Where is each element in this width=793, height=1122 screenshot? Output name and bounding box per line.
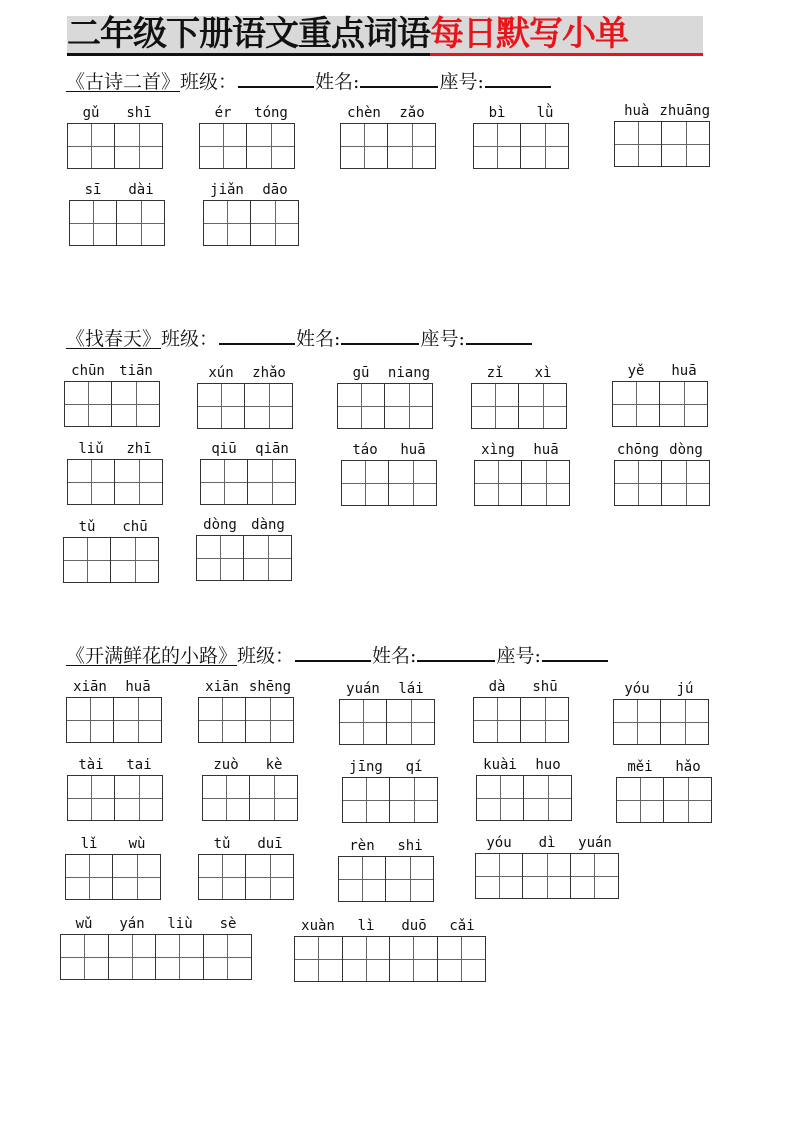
tianzige-cell[interactable]	[571, 854, 618, 898]
dictation-word	[200, 441, 296, 507]
name-label: 姓名:	[372, 645, 417, 667]
pinyin-label	[473, 679, 569, 695]
pinyin-syllable: huo	[535, 757, 561, 773]
title-main: 二年级下册语文重点词语	[67, 14, 430, 54]
tianzige-cell[interactable]	[343, 937, 391, 981]
class-field[interactable]	[295, 642, 371, 662]
pinyin-syllable: tài	[78, 757, 104, 773]
tianzige-cell[interactable]	[117, 201, 164, 245]
seat-label: 座号:	[439, 71, 484, 93]
pinyin-syllable: jú	[676, 681, 694, 697]
writing-grid	[476, 775, 572, 821]
pinyin-syllable: duī	[257, 836, 283, 852]
dictation-word	[473, 679, 569, 745]
pinyin-label	[69, 182, 165, 198]
pinyin-label	[339, 681, 435, 697]
pinyin-syllable: yě	[627, 363, 645, 379]
pinyin-label	[65, 836, 161, 852]
pinyin-label	[342, 759, 438, 775]
tianzige-cell[interactable]	[343, 778, 390, 822]
pinyin-syllable: dòng	[203, 517, 237, 533]
dictation-word	[66, 679, 162, 745]
lesson-title: 《找春天》	[66, 328, 162, 350]
pinyin-label	[612, 363, 708, 379]
pinyin-syllable: cǎi	[449, 918, 475, 934]
pinyin-label	[67, 441, 163, 457]
tianzige-cell[interactable]	[615, 122, 662, 166]
dictation-word	[473, 105, 569, 171]
section-heading-3	[66, 642, 609, 668]
pinyin-syllable: huà	[624, 103, 650, 119]
pinyin-syllable: shi	[397, 838, 423, 854]
pinyin-label	[475, 835, 619, 851]
pinyin-syllable: chū	[122, 519, 148, 535]
tianzige-cell[interactable]	[246, 698, 293, 742]
tianzige-cell[interactable]	[617, 778, 664, 822]
dictation-word	[69, 182, 165, 248]
pinyin-label	[341, 442, 437, 458]
name-label: 姓名:	[315, 71, 360, 93]
pinyin-syllable: chèn	[347, 105, 381, 121]
dictation-word	[63, 519, 159, 585]
tianzige-cell[interactable]	[198, 384, 245, 428]
tianzige-cell[interactable]	[474, 124, 521, 168]
pinyin-syllable: qí	[405, 759, 423, 775]
seat-label: 座号:	[420, 328, 465, 350]
writing-grid	[340, 123, 436, 169]
dictation-word	[67, 105, 163, 171]
writing-grid	[202, 775, 298, 821]
worksheet-title	[67, 16, 703, 56]
pinyin-syllable: lǜ	[536, 105, 554, 121]
tianzige-cell[interactable]	[390, 778, 437, 822]
tianzige-cell[interactable]	[115, 460, 162, 504]
pinyin-syllable: xiān	[205, 679, 239, 695]
pinyin-syllable: zǐ	[486, 365, 504, 381]
dictation-word	[476, 757, 572, 823]
writing-grid	[64, 381, 160, 427]
writing-grid	[196, 535, 292, 581]
pinyin-label	[198, 679, 294, 695]
pinyin-syllable: táo	[352, 442, 378, 458]
tianzige-cell[interactable]	[65, 382, 112, 426]
tianzige-cell[interactable]	[521, 124, 568, 168]
pinyin-syllable: rèn	[349, 838, 375, 854]
dictation-word	[613, 681, 709, 747]
writing-grid	[338, 856, 434, 902]
writing-grid	[198, 854, 294, 900]
pinyin-syllable: tiān	[119, 363, 153, 379]
dictation-word	[199, 105, 295, 171]
pinyin-syllable: qiū	[211, 441, 237, 457]
pinyin-syllable: xiān	[73, 679, 107, 695]
seat-field[interactable]	[485, 68, 551, 88]
tianzige-cell[interactable]	[61, 935, 109, 979]
pinyin-label	[616, 759, 712, 775]
pinyin-label	[197, 365, 293, 381]
writing-grid	[67, 775, 163, 821]
tianzige-cell[interactable]	[251, 201, 298, 245]
pinyin-label	[67, 105, 163, 121]
seat-field[interactable]	[466, 325, 532, 345]
tianzige-cell[interactable]	[68, 776, 115, 820]
writing-grid	[616, 777, 712, 823]
pinyin-syllable: yóu	[624, 681, 650, 697]
tianzige-cell[interactable]	[474, 698, 521, 742]
writing-grid	[471, 383, 567, 429]
tianzige-cell[interactable]	[197, 536, 244, 580]
writing-grid	[63, 537, 159, 583]
pinyin-label	[471, 365, 567, 381]
tianzige-cell[interactable]	[338, 384, 385, 428]
dictation-word	[612, 363, 708, 429]
tianzige-cell[interactable]	[524, 776, 571, 820]
pinyin-syllable: lái	[398, 681, 424, 697]
lesson-title: 《开满鲜花的小路》	[66, 645, 238, 667]
dictation-word	[64, 363, 160, 429]
writing-grid	[473, 697, 569, 743]
dictation-word	[67, 757, 163, 823]
tianzige-cell[interactable]	[68, 460, 115, 504]
pinyin-label	[203, 182, 299, 198]
seat-label: 座号:	[496, 645, 541, 667]
pinyin-syllable: tai	[126, 757, 152, 773]
tianzige-cell[interactable]	[244, 536, 291, 580]
pinyin-syllable: yóu	[486, 835, 512, 851]
writing-grid	[199, 123, 295, 169]
pinyin-syllable: yuán	[578, 835, 612, 851]
tianzige-cell[interactable]	[477, 776, 524, 820]
pinyin-label	[60, 916, 252, 932]
dictation-word	[202, 757, 298, 823]
tianzige-cell[interactable]	[389, 461, 436, 505]
pinyin-syllable: dì	[538, 835, 556, 851]
tianzige-cell[interactable]	[339, 857, 386, 901]
tianzige-cell[interactable]	[660, 382, 707, 426]
dictation-word	[614, 103, 710, 169]
pinyin-syllable: zhī	[126, 441, 152, 457]
tianzige-cell[interactable]	[247, 124, 294, 168]
pinyin-syllable: chūn	[71, 363, 105, 379]
tianzige-cell[interactable]	[476, 854, 523, 898]
title-highlight: 每日默写小单	[430, 15, 703, 56]
pinyin-syllable: duō	[401, 918, 427, 934]
pinyin-label	[337, 365, 433, 381]
pinyin-syllable: sè	[219, 916, 237, 932]
dictation-word	[342, 759, 438, 825]
pinyin-syllable: jiǎn	[210, 182, 244, 198]
tianzige-cell[interactable]	[662, 461, 709, 505]
pinyin-syllable: xì	[534, 365, 552, 381]
pinyin-label	[196, 517, 292, 533]
tianzige-cell[interactable]	[438, 937, 485, 981]
pinyin-syllable: wù	[128, 836, 146, 852]
tianzige-cell[interactable]	[245, 384, 292, 428]
writing-grid	[60, 934, 252, 980]
writing-grid	[614, 121, 710, 167]
dictation-word	[338, 838, 434, 904]
pinyin-syllable: bì	[488, 105, 506, 121]
tianzige-cell[interactable]	[386, 857, 433, 901]
pinyin-syllable: lǐ	[80, 836, 98, 852]
pinyin-syllable: tǔ	[78, 519, 96, 535]
pinyin-syllable: wǔ	[75, 916, 93, 932]
pinyin-syllable: ér	[214, 105, 232, 121]
tianzige-cell[interactable]	[111, 538, 158, 582]
writing-grid	[197, 383, 293, 429]
pinyin-syllable: dāo	[262, 182, 288, 198]
pinyin-syllable: huā	[533, 442, 559, 458]
tianzige-cell[interactable]	[615, 461, 662, 505]
dictation-word	[474, 442, 570, 508]
writing-grid	[612, 381, 708, 427]
pinyin-label	[63, 519, 159, 535]
pinyin-syllable: dàng	[251, 517, 285, 533]
writing-grid	[341, 460, 437, 506]
pinyin-label	[614, 442, 710, 458]
tianzige-cell[interactable]	[66, 855, 113, 899]
pinyin-syllable: gǔ	[82, 105, 100, 121]
dictation-word	[475, 835, 619, 901]
writing-grid	[200, 459, 296, 505]
tianzige-cell[interactable]	[246, 855, 293, 899]
pinyin-syllable: zuò	[213, 757, 239, 773]
tianzige-cell[interactable]	[472, 384, 519, 428]
tianzige-cell[interactable]	[390, 937, 438, 981]
dictation-word	[198, 679, 294, 745]
pinyin-label	[67, 757, 163, 773]
tianzige-cell[interactable]	[614, 700, 661, 744]
name-field[interactable]	[417, 642, 495, 662]
pinyin-syllable: měi	[627, 759, 653, 775]
dictation-word	[198, 836, 294, 902]
pinyin-syllable: zhuāng	[659, 103, 710, 119]
tianzige-cell[interactable]	[70, 201, 117, 245]
pinyin-syllable: xìng	[481, 442, 515, 458]
tianzige-cell[interactable]	[342, 461, 389, 505]
lesson-title: 《古诗二首》	[66, 71, 181, 93]
pinyin-syllable: dà	[488, 679, 506, 695]
dictation-word	[60, 916, 252, 982]
pinyin-syllable: qiān	[255, 441, 289, 457]
tianzige-cell[interactable]	[522, 461, 569, 505]
pinyin-label	[198, 836, 294, 852]
pinyin-syllable: tǔ	[213, 836, 231, 852]
tianzige-cell[interactable]	[115, 124, 162, 168]
class-label: 班级：	[237, 645, 295, 667]
pinyin-label	[614, 103, 710, 119]
tianzige-cell[interactable]	[519, 384, 566, 428]
tianzige-cell[interactable]	[387, 700, 434, 744]
pinyin-label	[199, 105, 295, 121]
writing-grid	[203, 200, 299, 246]
pinyin-syllable: lì	[357, 918, 375, 934]
pinyin-syllable: niang	[387, 365, 431, 381]
pinyin-syllable: liù	[167, 916, 193, 932]
class-label: 班级：	[180, 71, 238, 93]
writing-grid	[198, 697, 294, 743]
section-heading-1	[66, 68, 552, 94]
section-heading-2	[66, 325, 533, 351]
writing-grid	[67, 123, 163, 169]
tianzige-cell[interactable]	[521, 698, 568, 742]
pinyin-syllable: xuàn	[301, 918, 335, 934]
pinyin-syllable: sī	[84, 182, 102, 198]
writing-grid	[342, 777, 438, 823]
pinyin-syllable: chōng	[616, 442, 660, 458]
writing-grid	[66, 697, 162, 743]
tianzige-cell[interactable]	[115, 776, 162, 820]
writing-grid	[613, 699, 709, 745]
writing-grid	[475, 853, 619, 899]
pinyin-label	[294, 918, 486, 934]
pinyin-syllable: zhǎo	[252, 365, 286, 381]
dictation-word	[337, 365, 433, 431]
pinyin-syllable: shēng	[248, 679, 292, 695]
tianzige-cell[interactable]	[250, 776, 297, 820]
writing-grid	[65, 854, 161, 900]
name-label: 姓名:	[296, 328, 341, 350]
dictation-word	[616, 759, 712, 825]
pinyin-syllable: zǎo	[399, 105, 425, 121]
dictation-word	[67, 441, 163, 507]
pinyin-syllable: dài	[128, 182, 154, 198]
pinyin-syllable: liǔ	[78, 441, 104, 457]
class-field[interactable]	[219, 325, 295, 345]
tianzige-cell[interactable]	[114, 698, 161, 742]
tianzige-cell[interactable]	[523, 854, 570, 898]
tianzige-cell[interactable]	[204, 201, 251, 245]
tianzige-cell[interactable]	[661, 700, 708, 744]
writing-grid	[339, 699, 435, 745]
tianzige-cell[interactable]	[388, 124, 435, 168]
dictation-word	[341, 442, 437, 508]
class-field[interactable]	[238, 68, 314, 88]
tianzige-cell[interactable]	[109, 935, 157, 979]
dictation-word	[339, 681, 435, 747]
pinyin-syllable: yuán	[346, 681, 380, 697]
pinyin-label	[473, 105, 569, 121]
writing-grid	[337, 383, 433, 429]
dictation-word	[471, 365, 567, 431]
pinyin-syllable: shī	[126, 105, 152, 121]
tianzige-cell[interactable]	[385, 384, 432, 428]
pinyin-label	[613, 681, 709, 697]
dictation-word	[196, 517, 292, 583]
tianzige-cell[interactable]	[613, 382, 660, 426]
pinyin-syllable: dòng	[669, 442, 703, 458]
tianzige-cell[interactable]	[475, 461, 522, 505]
tianzige-cell[interactable]	[68, 124, 115, 168]
pinyin-label	[64, 363, 160, 379]
name-field[interactable]	[341, 325, 419, 345]
writing-grid	[474, 460, 570, 506]
pinyin-label	[66, 679, 162, 695]
tianzige-cell[interactable]	[64, 538, 111, 582]
pinyin-syllable: gū	[352, 365, 370, 381]
tianzige-cell[interactable]	[662, 122, 709, 166]
pinyin-syllable: huā	[400, 442, 426, 458]
pinyin-label	[200, 441, 296, 457]
pinyin-syllable: kuài	[483, 757, 517, 773]
seat-field[interactable]	[542, 642, 608, 662]
tianzige-cell[interactable]	[112, 382, 159, 426]
tianzige-cell[interactable]	[67, 698, 114, 742]
pinyin-label	[474, 442, 570, 458]
pinyin-syllable: tóng	[254, 105, 288, 121]
tianzige-cell[interactable]	[113, 855, 160, 899]
dictation-word	[614, 442, 710, 508]
writing-grid	[473, 123, 569, 169]
tianzige-cell[interactable]	[199, 698, 246, 742]
writing-grid	[614, 460, 710, 506]
pinyin-syllable: jīng	[349, 759, 383, 775]
pinyin-label	[476, 757, 572, 773]
tianzige-cell[interactable]	[203, 776, 250, 820]
pinyin-label	[338, 838, 434, 854]
dictation-word	[340, 105, 436, 171]
pinyin-syllable: yán	[119, 916, 145, 932]
tianzige-cell[interactable]	[204, 935, 251, 979]
writing-grid	[294, 936, 486, 982]
tianzige-cell[interactable]	[248, 460, 295, 504]
tianzige-cell[interactable]	[341, 124, 388, 168]
pinyin-label	[340, 105, 436, 121]
pinyin-syllable: kè	[265, 757, 283, 773]
pinyin-syllable: huā	[125, 679, 151, 695]
tianzige-cell[interactable]	[295, 937, 343, 981]
dictation-word	[294, 918, 486, 984]
writing-grid	[69, 200, 165, 246]
dictation-word	[197, 365, 293, 431]
pinyin-syllable: xún	[208, 365, 234, 381]
tianzige-cell[interactable]	[201, 460, 248, 504]
tianzige-cell[interactable]	[200, 124, 247, 168]
tianzige-cell[interactable]	[340, 700, 387, 744]
pinyin-syllable: shū	[532, 679, 558, 695]
tianzige-cell[interactable]	[664, 778, 711, 822]
writing-grid	[67, 459, 163, 505]
dictation-word	[65, 836, 161, 902]
dictation-word	[203, 182, 299, 248]
pinyin-label	[202, 757, 298, 773]
tianzige-cell[interactable]	[156, 935, 204, 979]
name-field[interactable]	[360, 68, 438, 88]
pinyin-syllable: hǎo	[675, 759, 701, 775]
tianzige-cell[interactable]	[199, 855, 246, 899]
class-label: 班级：	[161, 328, 219, 350]
pinyin-syllable: huā	[671, 363, 697, 379]
